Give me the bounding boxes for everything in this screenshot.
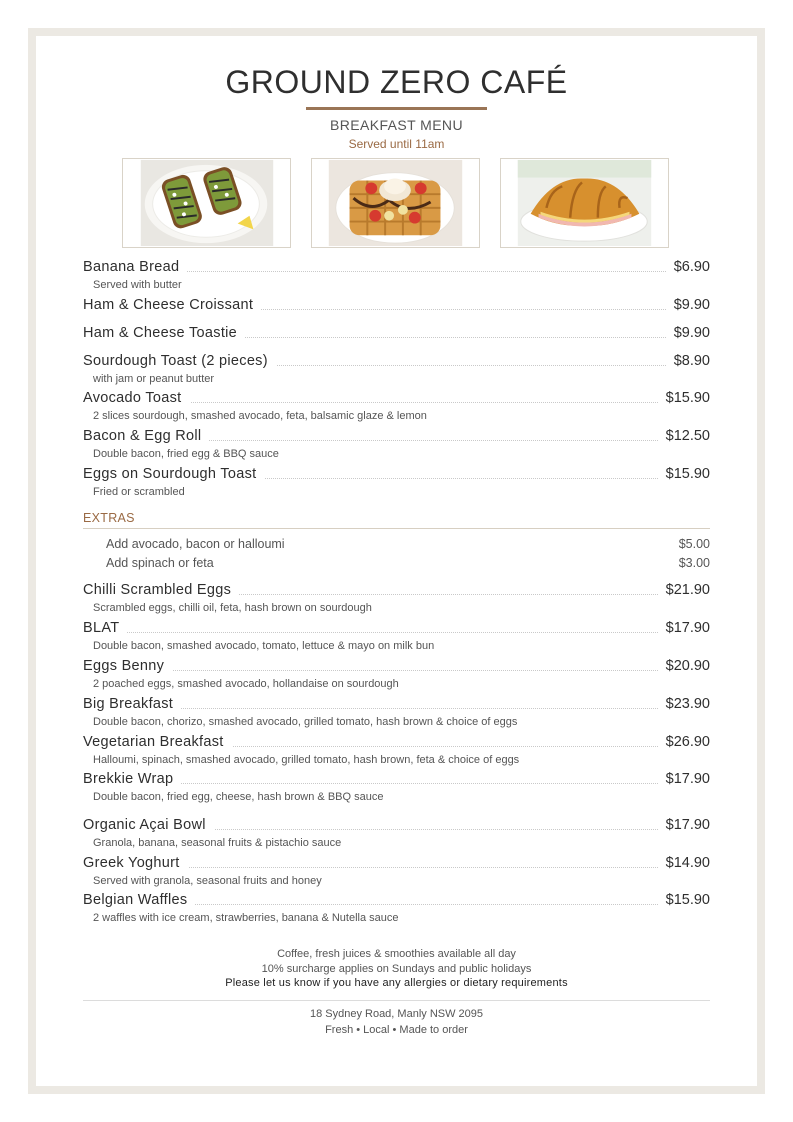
menu-subtitle: BREAKFAST MENU [330, 117, 463, 133]
menu-item [83, 696, 710, 728]
cafe-address: 18 Sydney Road, Manly NSW 2095 [309, 1008, 484, 1020]
item-description: Double bacon, fried egg & BBQ sauce [93, 448, 279, 460]
extras-heading: EXTRAS [83, 511, 135, 525]
title-divider [306, 107, 487, 110]
item-price: $8.90 [666, 353, 710, 369]
item-description: Fried or scrambled [93, 486, 185, 498]
item-description: Double bacon, fried egg, cheese, hash brown & BBQ sauce [93, 791, 384, 803]
item-description: 2 slices sourdough, smashed avocado, feta, balsamic glaze & lemon [93, 410, 427, 422]
cafe-title: GROUND ZERO CAFÉ [225, 64, 568, 100]
extra-price: $3.00 [678, 556, 710, 570]
extra-name: Add spinach or feta [106, 556, 214, 570]
menu-item [83, 390, 710, 422]
item-price: $9.90 [666, 297, 710, 313]
footer-note-allergies: Please let us know if you have any allergies or dietary requirements [225, 977, 568, 989]
item-description: Scrambled eggs, chilli oil, feta, hash brown on sourdough [93, 602, 372, 614]
item-price: $15.90 [658, 892, 710, 908]
item-name: Sourdough Toast (2 pieces) [83, 353, 276, 369]
item-description: 2 poached eggs, smashed avocado, hollandaise on sourdough [93, 678, 399, 690]
footer-divider [83, 1000, 710, 1001]
item-price: $15.90 [658, 466, 710, 482]
item-price: $17.90 [658, 817, 710, 833]
menu-item [83, 353, 710, 385]
menu-item [83, 297, 710, 315]
belgian-waffles-photo [311, 158, 480, 248]
extra-item [106, 556, 710, 570]
item-price: $17.90 [658, 620, 710, 636]
menu-item [83, 892, 710, 924]
item-description: Double bacon, smashed avocado, tomato, lettuce & mayo on milk bun [93, 640, 435, 652]
menu-item [83, 658, 710, 690]
item-price: $23.90 [658, 696, 710, 712]
menu-item [83, 817, 710, 849]
item-price: $21.90 [658, 582, 710, 598]
item-price: $20.90 [658, 658, 710, 674]
item-description: Halloumi, spinach, smashed avocado, grilled tomato, hash brown, feta & choice of eggs [93, 754, 520, 766]
menu-item [83, 771, 710, 803]
item-description: Granola, banana, seasonal fruits & pistachio sauce [93, 837, 342, 849]
extra-item [106, 537, 710, 551]
extras-divider [83, 528, 710, 529]
item-price: $9.90 [666, 325, 710, 341]
footer-note-surcharge: 10% surcharge applies on Sundays and public holidays [261, 963, 532, 975]
menu-item [83, 325, 710, 343]
item-name: Big Breakfast [83, 696, 181, 712]
menu-item [83, 428, 710, 460]
cafe-tagline: Fresh • Local • Made to order [325, 1024, 468, 1036]
leader-dots [83, 670, 710, 671]
item-description: Served with granola, seasonal fruits and honey [93, 875, 322, 887]
menu-item [83, 466, 710, 498]
item-name: Ham & Cheese Toastie [83, 325, 245, 341]
item-name: Greek Yoghurt [83, 855, 188, 871]
extra-name: Add avocado, bacon or halloumi [106, 537, 285, 551]
leader-dots [83, 632, 710, 633]
extra-price: $5.00 [678, 537, 710, 551]
item-price: $6.90 [666, 259, 710, 275]
item-name: Banana Bread [83, 259, 187, 275]
item-description: Served with butter [93, 279, 182, 291]
item-description: with jam or peanut butter [93, 373, 215, 385]
croissant-photo [500, 158, 669, 248]
menu-item [83, 620, 710, 652]
item-name: Vegetarian Breakfast [83, 734, 232, 750]
item-name: Chilli Scrambled Eggs [83, 582, 239, 598]
menu-item [83, 259, 710, 291]
served-until: Served until 11am [348, 137, 445, 151]
item-description: 2 waffles with ice cream, strawberries, banana & Nutella sauce [93, 912, 399, 924]
item-price: $12.50 [658, 428, 710, 444]
item-name: Eggs on Sourdough Toast [83, 466, 265, 482]
item-name: Belgian Waffles [83, 892, 195, 908]
item-name: Avocado Toast [83, 390, 190, 406]
item-name: BLAT [83, 620, 127, 636]
footer-note-drinks: Coffee, fresh juices & smoothies available all day [277, 948, 516, 960]
item-description: Double bacon, chorizo, smashed avocado, grilled tomato, hash brown & choice of eggs [93, 716, 518, 728]
menu-item [83, 734, 710, 766]
item-name: Brekkie Wrap [83, 771, 181, 787]
menu-item [83, 582, 710, 614]
item-name: Eggs Benny [83, 658, 172, 674]
menu-item [83, 855, 710, 887]
avocado-toast-photo [122, 158, 291, 248]
item-name: Ham & Cheese Croissant [83, 297, 261, 313]
item-price: $26.90 [658, 734, 710, 750]
item-price: $15.90 [658, 390, 710, 406]
item-name: Organic Açai Bowl [83, 817, 214, 833]
item-price: $14.90 [658, 855, 710, 871]
item-name: Bacon & Egg Roll [83, 428, 209, 444]
item-price: $17.90 [658, 771, 710, 787]
